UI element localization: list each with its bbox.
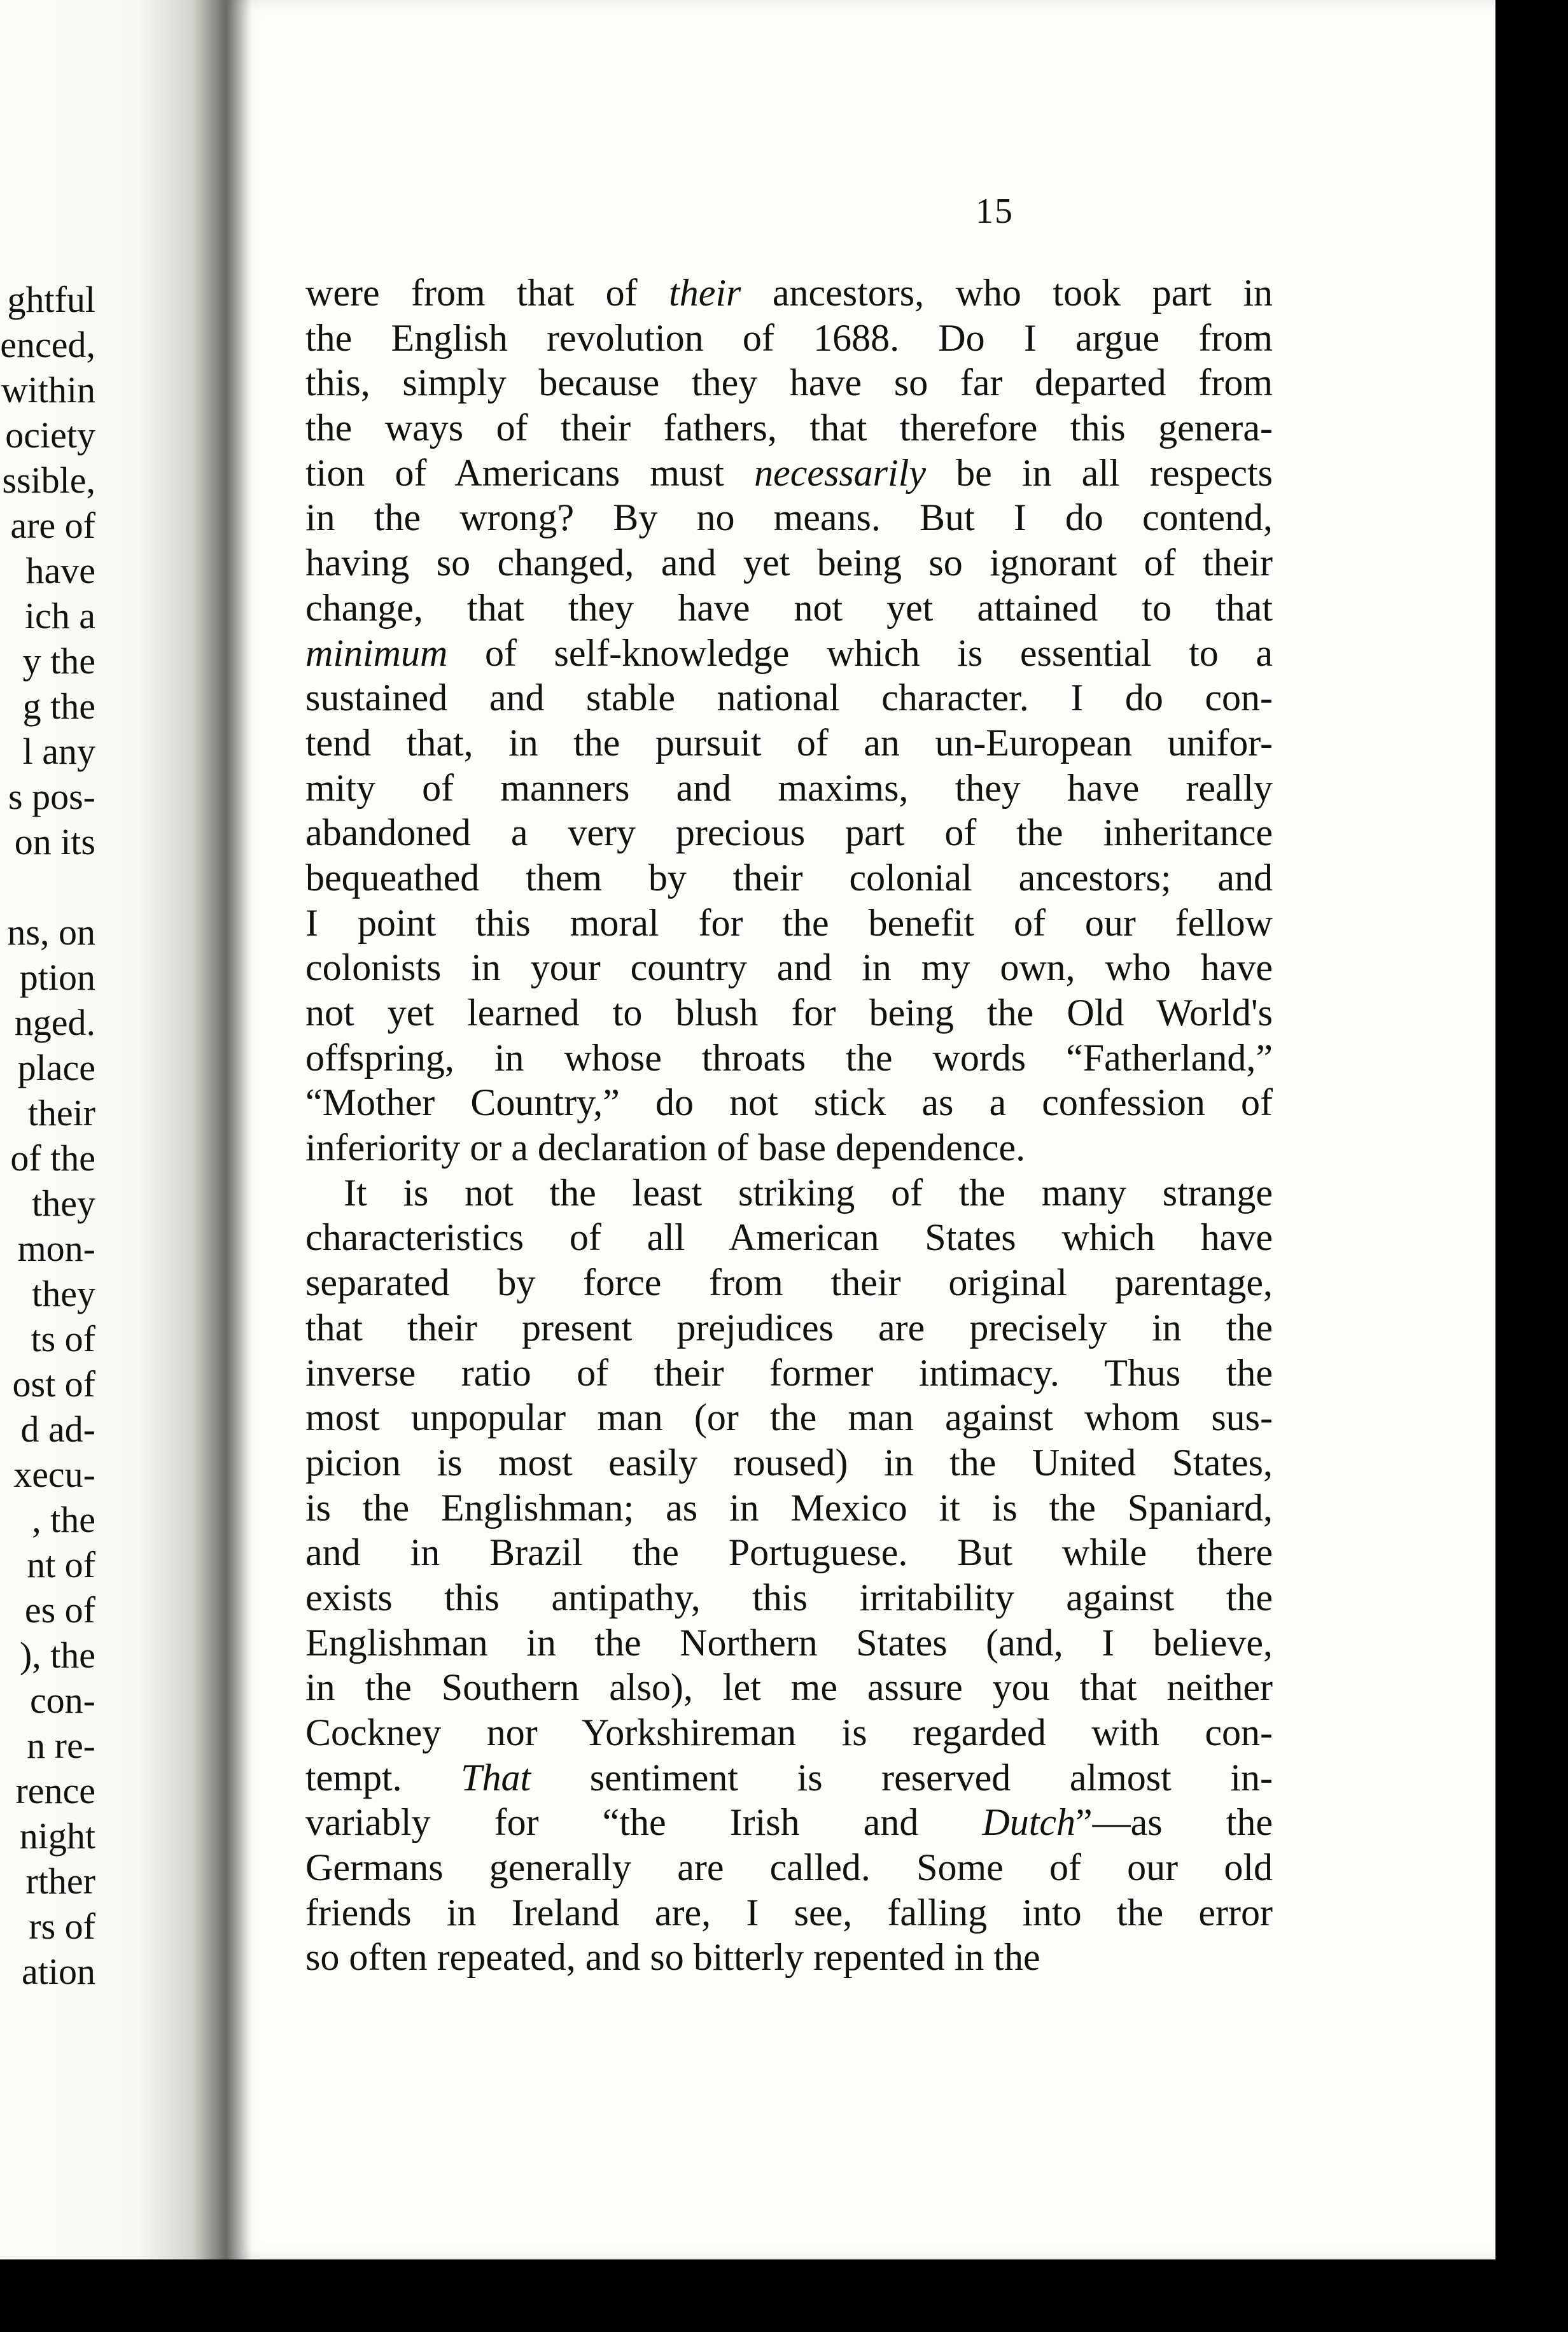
facing-text-line: ption bbox=[19, 957, 95, 998]
text-line: inverse ratio of their former intimacy. Thus the bbox=[305, 1351, 1273, 1394]
facing-text-line: g the bbox=[22, 685, 95, 727]
text-line: It is not the least striking of the many strange bbox=[344, 1171, 1273, 1214]
text-line: change, that they have not yet attained to that bbox=[305, 586, 1273, 629]
text-line: not yet learned to blush for being the Old World's bbox=[305, 992, 1273, 1034]
facing-text-line: of the bbox=[10, 1137, 95, 1179]
text-line: characteristics of all American States which have bbox=[305, 1216, 1273, 1259]
text-line: that their present prejudices are precisely in the bbox=[305, 1306, 1273, 1349]
text-line: picion is most easily roused) in the United States, bbox=[305, 1441, 1273, 1484]
facing-text-line: d ad- bbox=[20, 1408, 95, 1450]
text-line: offspring, in whose throats the words “Fatherland,” bbox=[305, 1036, 1273, 1079]
text-line: tion of Americans must necessarily be in all respects bbox=[305, 451, 1273, 494]
text-line: the English revolution of 1688. Do I argue from bbox=[305, 316, 1273, 359]
text-line: sustained and stable national character. I do con- bbox=[305, 677, 1273, 719]
text-line: “Mother Country,” do not stick as a confession of bbox=[305, 1081, 1273, 1124]
facing-text-line: have bbox=[25, 550, 95, 591]
facing-text-line: s pos- bbox=[8, 776, 95, 817]
facing-text-line: ociety bbox=[5, 414, 95, 456]
facing-text-line: nt of bbox=[27, 1544, 95, 1585]
facing-text-line: nged. bbox=[14, 1002, 95, 1043]
text-line: in the Southern also), let me assure you that neither bbox=[305, 1666, 1273, 1709]
facing-text-line: ), the bbox=[19, 1634, 95, 1676]
text-line: were from that of their ancestors, who took part in bbox=[305, 272, 1273, 314]
text-line: so often repeated, and so bitterly repented in the bbox=[305, 1936, 1040, 1979]
facing-text-line: within bbox=[1, 369, 95, 411]
facing-text-line: they bbox=[32, 1183, 95, 1224]
text-line: tempt. That sentiment is reserved almost in- bbox=[305, 1756, 1273, 1799]
facing-text-line: ts of bbox=[31, 1318, 95, 1359]
text-line: in the wrong? By no means. But I do contend, bbox=[305, 496, 1273, 539]
text-line: Cockney nor Yorkshireman is regarded with con- bbox=[305, 1711, 1273, 1753]
facing-text-line: night bbox=[19, 1815, 95, 1857]
text-line: separated by force from their original parentage, bbox=[305, 1261, 1273, 1304]
facing-text-line: on its bbox=[14, 821, 95, 862]
facing-text-line: , the bbox=[32, 1499, 95, 1540]
text-line: this, simply because they have so far departed from bbox=[305, 362, 1273, 404]
facing-text-line bbox=[0, 864, 95, 910]
facing-text-line: ation bbox=[22, 1951, 95, 1992]
text-line: most unpopular man (or the man against whom sus- bbox=[305, 1396, 1273, 1439]
text-line: friends in Ireland are, I see, falling into the error bbox=[305, 1891, 1273, 1934]
facing-text-line: es of bbox=[24, 1589, 95, 1631]
text-line: bequeathed them by their colonial ancestors; and bbox=[305, 856, 1273, 899]
text-line: minimum of self-knowledge which is essential to a bbox=[305, 631, 1273, 674]
facing-text-line: rs of bbox=[29, 1906, 95, 1947]
text-line: mity of manners and maxims, they have really bbox=[305, 766, 1273, 809]
text-line: exists this antipathy, this irritability against the bbox=[305, 1576, 1273, 1619]
page-number: 15 bbox=[976, 192, 1014, 231]
facing-text-line: ssible, bbox=[2, 460, 95, 501]
facing-text-line: their bbox=[27, 1092, 95, 1134]
text-line: colonists in your country and in my own, who have bbox=[305, 946, 1273, 989]
scan-border bbox=[0, 2259, 1568, 2332]
text-line: tend that, in the pursuit of an un-European unifor- bbox=[305, 721, 1273, 764]
facing-text-line: l any bbox=[22, 731, 95, 772]
facing-text-line: mon- bbox=[17, 1228, 95, 1269]
facing-text-line: y the bbox=[22, 640, 95, 682]
text-line: I point this moral for the benefit of our fellow bbox=[305, 901, 1273, 944]
facing-text-line: ns, on bbox=[7, 911, 95, 953]
text-line: Germans generally are called. Some of our old bbox=[305, 1846, 1273, 1889]
facing-page bbox=[0, 0, 226, 2259]
text-line: abandoned a very precious part of the inheritance bbox=[305, 811, 1273, 854]
facing-text-line: n re- bbox=[27, 1725, 95, 1766]
facing-text-line: rence bbox=[15, 1770, 95, 1811]
facing-text-line: ghtful bbox=[7, 279, 95, 320]
text-line: the ways of their fathers, that therefore this genera- bbox=[305, 407, 1273, 449]
facing-page-text bbox=[0, 277, 95, 1994]
text-line: variably for “the Irish and Dutch”—as the bbox=[305, 1801, 1273, 1844]
facing-text-line: ich a bbox=[24, 595, 95, 636]
facing-text-line: ost of bbox=[12, 1363, 95, 1405]
text-line: Englishman in the Northern States (and, I believe, bbox=[305, 1621, 1273, 1664]
facing-text-line: con- bbox=[29, 1680, 95, 1721]
text-line: is the Englishman; as in Mexico it is the Spaniard, bbox=[305, 1486, 1273, 1529]
text-line: and in Brazil the Portuguese. But while there bbox=[305, 1531, 1273, 1574]
facing-text-line: they bbox=[32, 1273, 95, 1314]
facing-text-line: rther bbox=[25, 1860, 95, 1902]
text-line: inferiority or a declaration of base dependence. bbox=[305, 1127, 1026, 1169]
body-text bbox=[305, 270, 1273, 1980]
text-line: having so changed, and yet being so ignorant of their bbox=[305, 542, 1273, 584]
facing-text-line: enced, bbox=[0, 324, 95, 365]
facing-text-line: place bbox=[17, 1047, 95, 1088]
facing-text-line: xecu- bbox=[13, 1454, 95, 1495]
facing-text-line: are of bbox=[10, 505, 95, 546]
